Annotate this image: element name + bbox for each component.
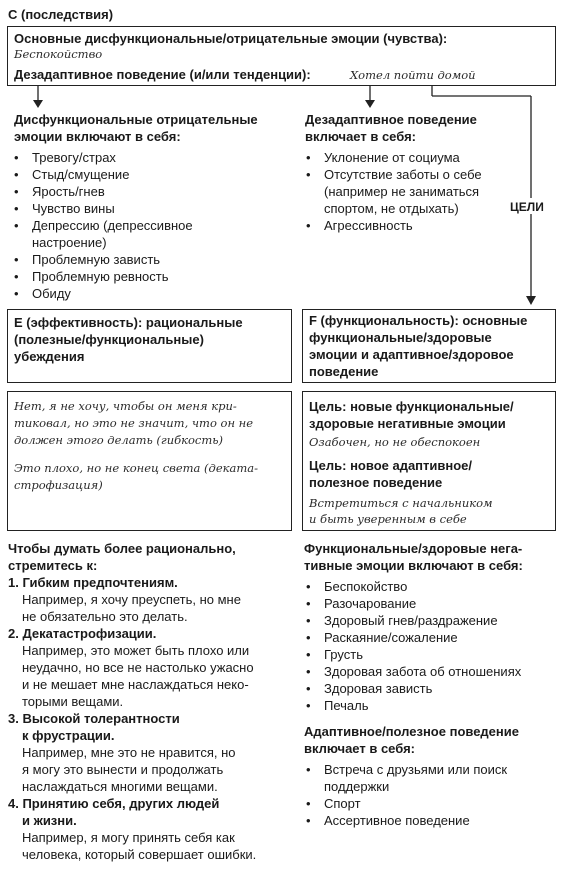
goals-handwritten-box: Цель: новые функциональные/ здоровые негативные эмоции Озабочен, но не обеспокоен Цель: новое адаптивное/ полезное поведение Встретиться с начальником и быть уверенным в себе (302, 391, 556, 531)
goal-behavior-label: Цель: новое адаптивное/ (309, 458, 473, 473)
list-item: 4. Принятию себя, других людей и жизни. Например, я могу принять себя как человека, который совершает ошибки. (8, 796, 257, 862)
list-item: • Отсутствие заботы о себе (например не заниматься спортом, не отдыхать) (304, 166, 504, 217)
list-item: • Встреча с друзьями или поиск поддержки (304, 761, 559, 795)
functional-box: F (функциональность): основные функциональные/здоровые эмоции и адаптивное/здоровое поведение (302, 309, 556, 383)
list-item: • Депрессию (депрессивное настроение) (12, 217, 292, 251)
list-item: • Здоровый гнев/раздражение (304, 612, 559, 629)
functional-emotions-title: Функциональные/здоровые нега- тивные эмоции включают в себя: (304, 541, 523, 573)
goal-emotions-label: Цель: новые функциональные/ (309, 399, 514, 414)
list-item: • Разочарование (304, 595, 559, 612)
list-item: • Печаль (304, 697, 559, 714)
adaptive-behavior-list (304, 761, 559, 829)
list-item: 2. Декатастрофизации. Например, это может быть плохо или неудачно, но все не настолько ужасно и не мешает мне наслаждаться неко- торыми вещами. (8, 626, 254, 709)
goal-behavior-value: Встретиться с начальником (309, 496, 493, 510)
list-item: • Беспокойство (304, 578, 559, 595)
arrow-down-icon (365, 100, 375, 108)
rational-beliefs-handwritten-box: Нет, я не хочу, чтобы он меня кри- тиковал, но это не значит, что он не должен этого делать (гибкость) Это плохо, но не конец света (деката- строфизация) (7, 391, 292, 531)
list-item: 1. Гибким предпочтениям. Например, я хочу преуспеть, но мне не обязательно это делать. (8, 575, 241, 624)
behavior-value: Хотел пойти домой (350, 68, 476, 82)
arrow-down-icon (33, 100, 43, 108)
goals-label: ЦЕЛИ (510, 200, 544, 214)
rational-intro: Чтобы думать более рационально, стремитесь к: (8, 541, 236, 573)
list-item: • Раскаяние/сожаление (304, 629, 559, 646)
maladaptive-behavior-list (304, 149, 504, 234)
dysfunctional-emotions-list (12, 149, 292, 302)
list-item: • Чувство вины (12, 200, 292, 217)
list-item: 3. Высокой толерантности к фрустрации. Например, мне это не нравится, но я могу это вынести и продолжать наслаждаться многими вещами. (8, 711, 236, 794)
c-section-title: C (последствия) (8, 7, 114, 22)
list-item: • Проблемную зависть (12, 251, 292, 268)
list-item: • Проблемную ревность (12, 268, 292, 285)
behavior-label: Дезадаптивное поведение (и/или тенденции): (14, 67, 311, 82)
list-item: • Обиду (12, 285, 292, 302)
functional-emotions-list (304, 578, 559, 714)
list-item: • Уклонение от социума (304, 149, 504, 166)
list-item: • Стыд/смущение (12, 166, 292, 183)
adaptive-behavior-title: Адаптивное/полезное поведение включает в себя: (304, 724, 519, 756)
list-item: • Спорт (304, 795, 559, 812)
list-item: • Здоровая забота об отношениях (304, 663, 559, 680)
emotions-label: Основные дисфункциональные/отрицательные эмоции (чувства): (14, 31, 448, 46)
emotions-value: Беспокойство (14, 47, 103, 61)
rational-list (8, 574, 298, 863)
list-item: • Ярость/гнев (12, 183, 292, 200)
effective-beliefs-box: E (эффективность): рациональные (полезные/функциональные) убеждения (7, 309, 292, 383)
list-item: • Ассертивное поведение (304, 812, 559, 829)
maladaptive-behavior-title: Дезадаптивное поведение включает в себя: (305, 112, 477, 144)
list-item: • Грусть (304, 646, 559, 663)
dysfunctional-emotions-title: Дисфункциональные отрицательные эмоции включают в себя: (14, 112, 258, 144)
goal-emotions-value: Озабочен, но не обеспокоен (309, 435, 481, 449)
list-item: • Здоровая зависть (304, 680, 559, 697)
list-item: • Агрессивность (304, 217, 504, 234)
arrow-down-icon (526, 296, 536, 305)
list-item: • Тревогу/страх (12, 149, 292, 166)
